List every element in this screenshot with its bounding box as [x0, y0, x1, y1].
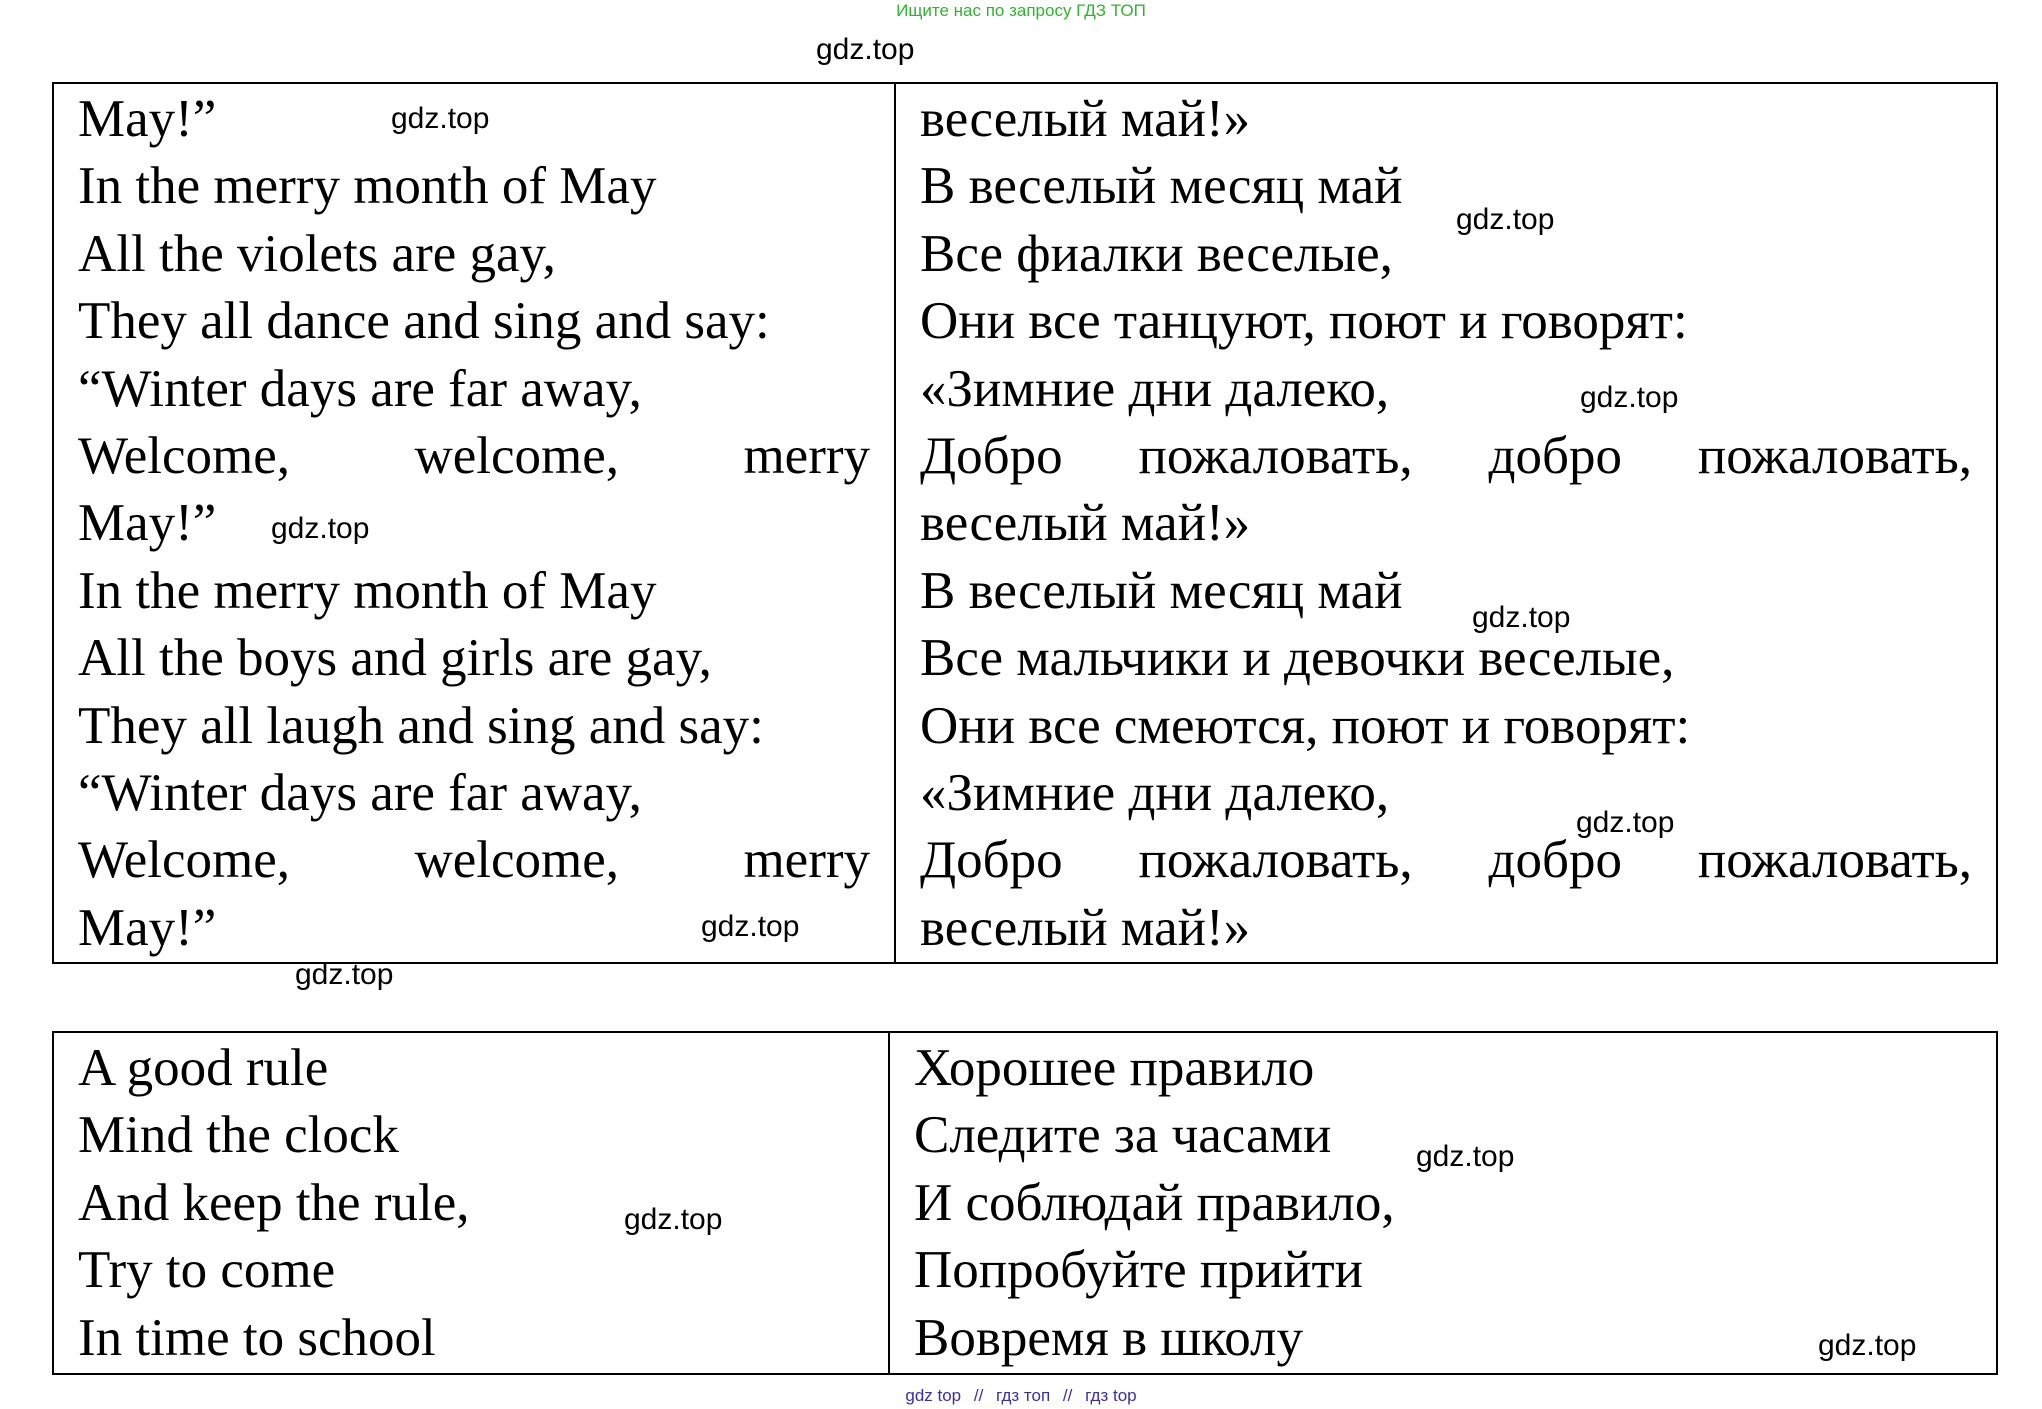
footer-link[interactable]: гдз топ [996, 1386, 1051, 1405]
poem-line: They all dance and sing and say: [78, 292, 770, 351]
word: welcome, [414, 831, 620, 890]
watermark: gdz.top [271, 512, 370, 545]
poem-line: Хорошее правило [914, 1039, 1315, 1097]
poem-line: May!” [78, 90, 217, 148]
poem-line: Они все смеются, поют и говорят: [920, 696, 1691, 755]
poem-line: Все фиалки веселые, [920, 224, 1393, 283]
watermark: gdz.top [1456, 203, 1555, 236]
poem-line: Mind the clock [78, 1106, 399, 1165]
poem-line: All the violets are gay, [78, 224, 556, 283]
poem-line: «Зимние дни далеко, [920, 359, 1390, 418]
poem-line: May!” [78, 494, 217, 553]
watermark: gdz.top [701, 910, 800, 943]
poem-line: веселый май!» [920, 90, 1251, 148]
poem-line: Все мальчики и девочки веселые, [920, 629, 1675, 688]
word: welcome, [414, 427, 620, 486]
poem-line: In the merry month of May [78, 157, 657, 216]
word: merry [743, 427, 871, 486]
poem-line-justified [78, 827, 870, 894]
poem-line-justified [78, 423, 870, 490]
footer-separator: // [973, 1386, 984, 1405]
word: Welcome, [78, 831, 291, 890]
poem-line: Try to come [78, 1241, 336, 1300]
footer-links [0, 1386, 2042, 1406]
poem-line: In time to school [78, 1308, 436, 1367]
watermark: gdz.top [1416, 1140, 1515, 1173]
poem-table-rule [52, 1031, 1998, 1375]
word: пожаловать, [1138, 831, 1413, 890]
poem-line: May!” [78, 898, 217, 957]
word: Добро [920, 831, 1063, 890]
poem-line: “Winter days are far away, [78, 764, 642, 823]
poem-line: Вовремя в школу [914, 1308, 1303, 1367]
word: Welcome, [78, 427, 291, 486]
poem-line: And keep the rule, [78, 1173, 470, 1232]
watermark: gdz.top [1576, 806, 1675, 839]
watermark: gdz.top [1580, 381, 1679, 414]
poem-line: “Winter days are far away, [78, 359, 642, 418]
poem-line: Они все танцуют, поют и говорят: [920, 292, 1688, 351]
poem-line-justified [920, 827, 1972, 894]
poem-line: Следите за часами [914, 1106, 1332, 1165]
poem-line: They all laugh and sing and say: [78, 696, 764, 755]
poem-line-justified [920, 423, 1972, 490]
watermark: gdz.top [1472, 601, 1571, 634]
watermark: gdz.top [295, 958, 394, 991]
footer-separator: // [1062, 1386, 1073, 1405]
poem-line: веселый май!» [920, 898, 1251, 957]
poem-line: «Зимние дни далеко, [920, 764, 1390, 823]
watermark: gdz.top [391, 102, 490, 135]
english-column [53, 83, 895, 963]
word: merry [743, 831, 871, 890]
top-banner: Ищите нас по запросу ГДЗ ТОП [896, 1, 1146, 20]
word: пожаловать, [1697, 427, 1973, 486]
poem-line: All the boys and girls are gay, [78, 629, 712, 688]
footer-link[interactable]: гдз top [1085, 1386, 1137, 1405]
word: добро [1488, 427, 1622, 486]
word: пожаловать, [1697, 831, 1973, 890]
watermark: gdz.top [1818, 1329, 1917, 1362]
russian-column [889, 1032, 1997, 1374]
poem-line: В веселый месяц май [920, 561, 1403, 620]
poem-table-may [52, 82, 1998, 964]
word: пожаловать, [1138, 427, 1413, 486]
poem-line: Попробуйте прийти [914, 1241, 1363, 1300]
poem-line: A good rule [78, 1039, 329, 1097]
watermark: gdz.top [624, 1203, 723, 1236]
poem-line: In the merry month of May [78, 561, 657, 620]
poem-line: В веселый месяц май [920, 157, 1403, 216]
footer-link[interactable]: gdz top [905, 1386, 962, 1405]
word: Добро [920, 427, 1063, 486]
word: добро [1488, 831, 1622, 890]
english-column [53, 1032, 889, 1374]
poem-line: веселый май!» [920, 494, 1251, 553]
watermark: gdz.top [816, 33, 915, 66]
russian-column [895, 83, 1997, 963]
poem-line: И соблюдай правило, [914, 1173, 1395, 1232]
